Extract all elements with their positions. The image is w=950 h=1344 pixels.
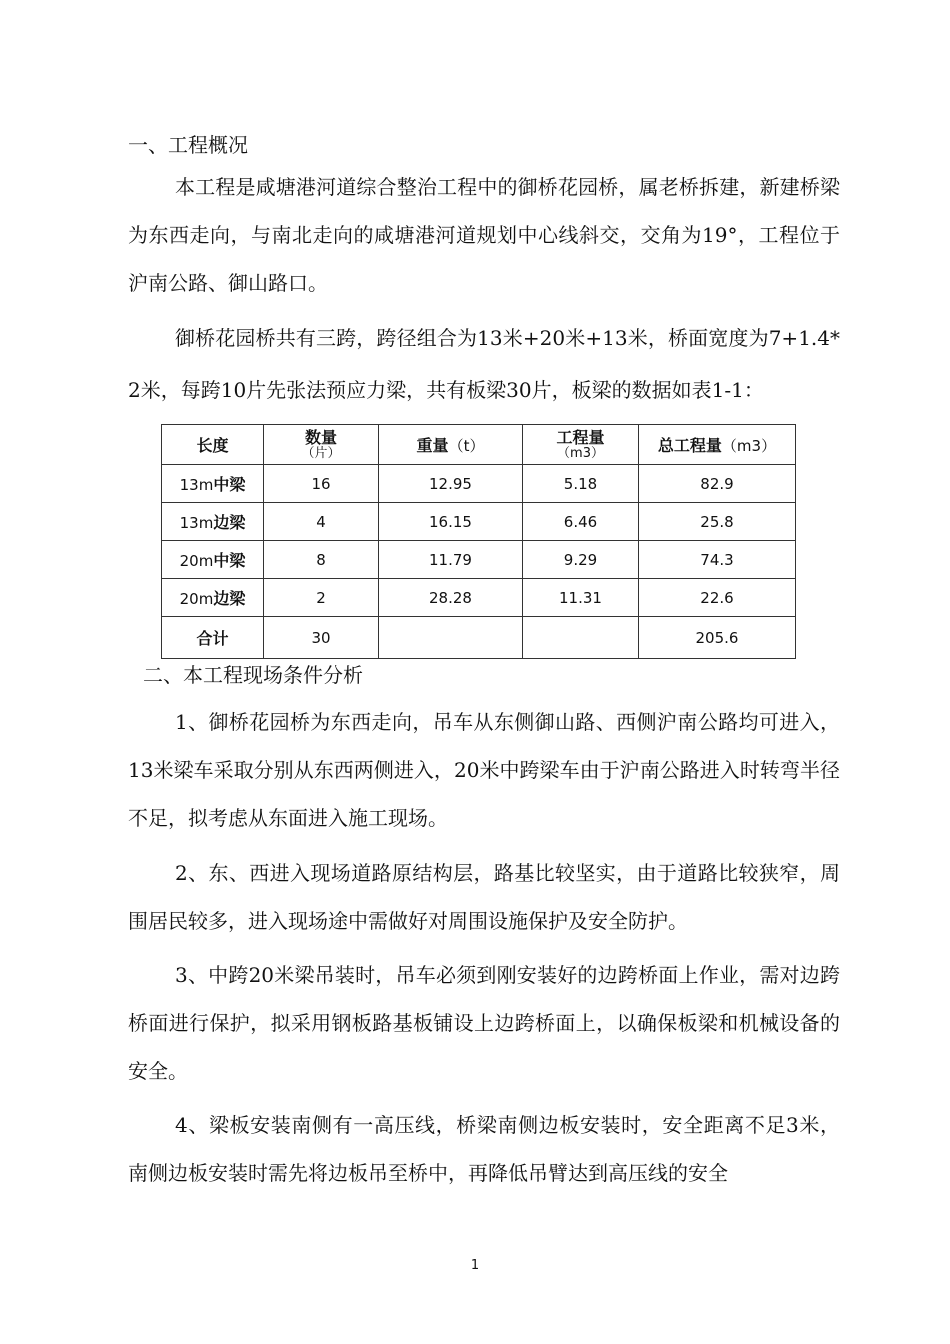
row-count: 16 [264, 465, 379, 503]
section2-paragraph-2: 2、东、西进入现场道路原结构层，路基比较坚实，由于道路比较狭窄，周围居民较多，进入现场途中需做好对周围设施保护及安全防护。 [128, 861, 840, 933]
header-volume-label: 工程量 [556, 427, 605, 447]
row-weight: 11.79 [379, 541, 523, 579]
row-weight: 12.95 [379, 465, 523, 503]
table-total-row [162, 617, 796, 659]
total-label: 合计 [162, 617, 264, 659]
total-volume [523, 617, 639, 659]
header-weight-unit: （t） [448, 437, 485, 455]
row-volume: 9.29 [523, 541, 639, 579]
row-weight: 28.28 [379, 579, 523, 617]
row-count: 8 [264, 541, 379, 579]
header-volume [523, 425, 639, 465]
header-weight [379, 425, 523, 465]
table-row [162, 465, 796, 503]
row-count: 2 [264, 579, 379, 617]
header-count-unit: （片） [301, 445, 341, 461]
total-count: 30 [264, 617, 379, 659]
section1-heading: 一、工程概况 [128, 133, 248, 157]
row-name: 20m中梁 [162, 541, 264, 579]
header-volume-unit: （m3） [557, 445, 604, 461]
header-length: 长度 [162, 425, 264, 465]
section2-paragraph-4: 4、梁板安装南侧有一高压线，桥梁南侧边板安装时，安全距离不足3米，南侧边板安装时需先将边板吊至桥中，再降低吊臂达到高压线的安全 [128, 1113, 840, 1185]
header-count [264, 425, 379, 465]
total-total: 205.6 [639, 617, 796, 659]
row-total: 74.3 [639, 541, 796, 579]
row-weight: 16.15 [379, 503, 523, 541]
table-header-row [162, 425, 796, 465]
header-weight-label: 重量 [416, 436, 449, 455]
header-count-label: 数量 [304, 427, 337, 447]
section1-paragraph-1: 本工程是咸塘港河道综合整治工程中的御桥花园桥，属老桥拆建，新建桥梁为东西走向，与南北走向的咸塘港河道规划中心线斜交，交角为19°，工程位于沪南公路、御山路口。 [128, 175, 840, 295]
row-name: 20m边梁 [162, 579, 264, 617]
row-name: 13m中梁 [162, 465, 264, 503]
row-volume: 11.31 [523, 579, 639, 617]
total-weight [379, 617, 523, 659]
header-total [639, 425, 796, 465]
row-volume: 6.46 [523, 503, 639, 541]
section1-paragraph-2: 御桥花园桥共有三跨，跨径组合为13米+20米+13米，桥面宽度为7+1.4*2米，每跨10片先张法预应力梁，共有板梁30片，板梁的数据如表1-1： [128, 326, 840, 402]
table-row [162, 503, 796, 541]
table-row [162, 579, 796, 617]
row-volume: 5.18 [523, 465, 639, 503]
table-row [162, 541, 796, 579]
header-total-unit: （m3） [721, 437, 777, 455]
section2-paragraph-1: 1、御桥花园桥为东西走向，吊车从东侧御山路、西侧沪南公路均可进入，13米梁车采取分别从东西两侧进入，20米中跨梁车由于沪南公路进入时转弯半径不足，拟考虑从东面进入施工现场。 [128, 710, 840, 830]
row-total: 25.8 [639, 503, 796, 541]
section2-paragraph-3: 3、中跨20米梁吊装时，吊车必须到刚安装好的边跨桥面上作业，需对边跨桥面进行保护，拟采用钢板路基板铺设上边跨桥面上，以确保板梁和机械设备的安全。 [128, 963, 840, 1083]
row-name: 13m边梁 [162, 503, 264, 541]
row-total: 82.9 [639, 465, 796, 503]
row-count: 4 [264, 503, 379, 541]
row-total: 22.6 [639, 579, 796, 617]
section2-heading: 二、本工程现场条件分析 [143, 663, 363, 687]
header-total-label: 总工程量 [657, 436, 722, 455]
beam-data-table [161, 424, 796, 659]
page-number: 1 [470, 1258, 480, 1273]
